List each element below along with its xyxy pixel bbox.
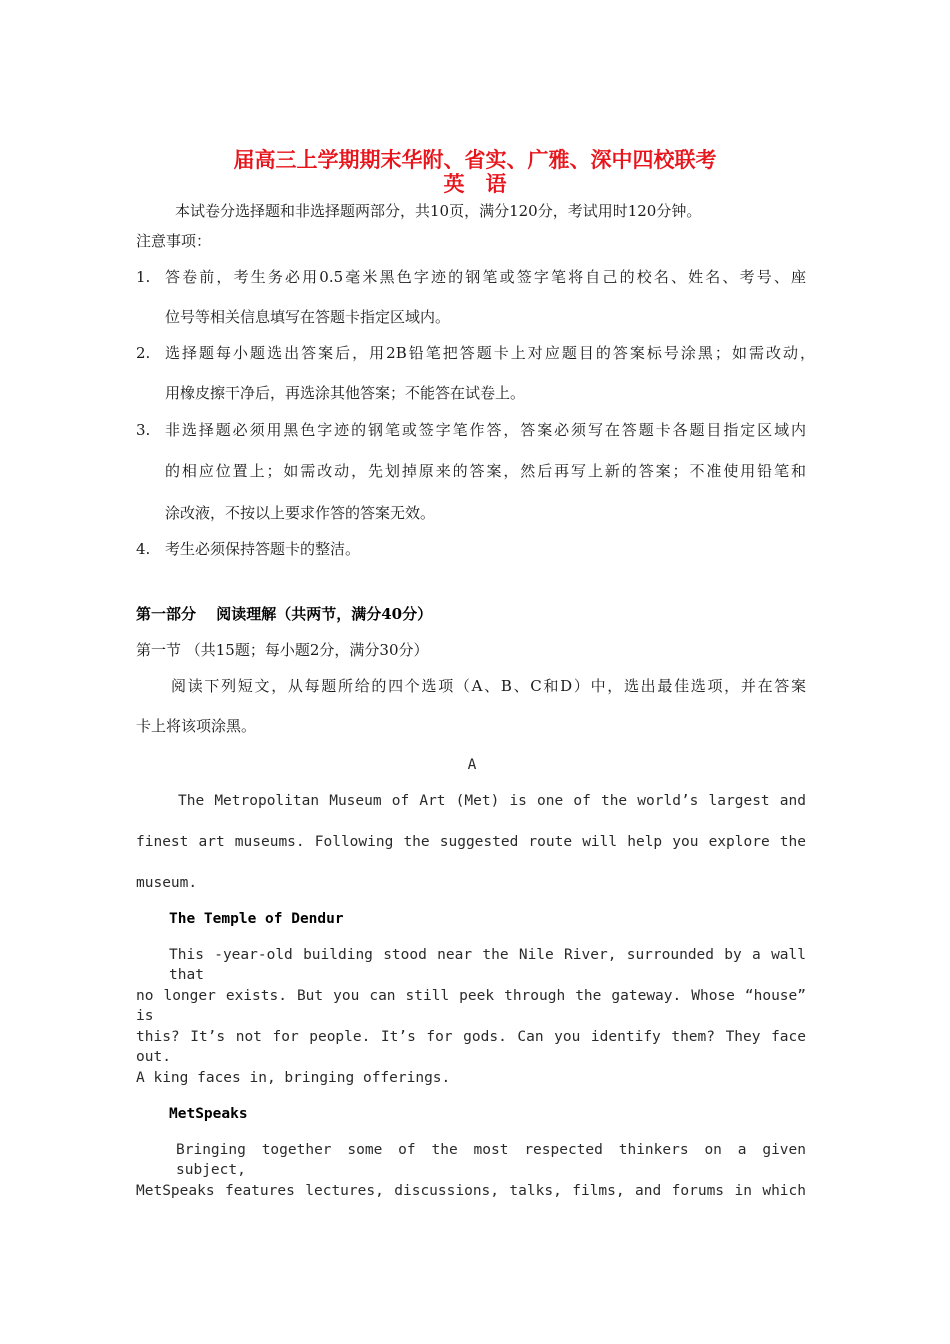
part-heading: 第一部分 阅读理解（共两节，满分40分）	[136, 605, 433, 623]
notice-item-line: 用橡皮擦干净后，再选涂其他答案；不能答在试卷上。	[165, 384, 526, 402]
instruction-line: 卡上将该项涂黑。	[136, 717, 257, 735]
subject-title: 英 语	[443, 172, 507, 196]
passage-line: A king faces in, bringing offerings.	[136, 1070, 451, 1086]
passage-line: This -year-old building stood near the Nile River, surrounded by a wall that	[169, 947, 806, 983]
notice-item-line: 位号等相关信息填写在答题卡指定区域内。	[165, 308, 451, 326]
passage-line: finest art museums. Following the suggested route will help you explore the	[136, 834, 806, 850]
passage-line: museum.	[136, 875, 198, 891]
passage-section-heading: MetSpeaks	[169, 1106, 248, 1122]
notice-item-line: 涂改液，不按以上要求作答的答案无效。	[165, 504, 436, 522]
passage-line: The Metropolitan Museum of Art (Met) is one of the world’s largest and	[178, 793, 806, 809]
instruction-line: 阅读下列短文，从每题所给的四个选项（A、B、C和D）中，选出最佳选项，并在答案	[171, 677, 806, 695]
exam-title: 届高三上学期期末华附、省实、广雅、深中四校联考	[233, 148, 717, 172]
notice-item-line: 答卷前，考生务必用0.5毫米黑色字迹的钢笔或签字笔将自己的校名、姓名、考号、座	[165, 268, 806, 286]
notice-item-line: 非选择题必须用黑色字迹的钢笔或签字笔作答，答案必须写在答题卡各题目指定区域内	[165, 421, 806, 439]
passage-line: no longer exists. But you can still peek through the gateway. Whose “house” is	[136, 988, 806, 1024]
notice-item-number: 3.	[136, 421, 151, 439]
notice-item-line: 选择题每小题选出答案后，用2B铅笔把答题卡上对应题目的答案标号涂黑；如需改动，	[165, 344, 815, 362]
notice-item-line: 的相应位置上；如需改动，先划掉原来的答案，然后再写上新的答案；不准使用铅笔和	[165, 462, 806, 480]
section-heading: 第一节 （共15题；每小题2分，满分30分）	[136, 641, 429, 659]
notice-item-number: 1.	[136, 268, 151, 286]
notice-item-line: 考生必须保持答题卡的整洁。	[165, 540, 361, 558]
passage-line: MetSpeaks features lectures, discussions, talks, films, and forums in which	[136, 1183, 806, 1199]
notice-item-number: 4.	[136, 540, 151, 558]
passage-section-heading: The Temple of Dendur	[169, 911, 344, 927]
passage-label: A	[467, 757, 477, 773]
notice-heading: 注意事项：	[136, 232, 212, 250]
exam-intro: 本试卷分选择题和非选择题两部分，共10页，满分120分，考试用时120分钟。	[175, 202, 702, 220]
passage-line: Bringing together some of the most respected thinkers on a given subject,	[176, 1142, 806, 1178]
notice-item-number: 2.	[136, 344, 151, 362]
passage-line: this? It’s not for people. It’s for gods. Can you identify them? They face out.	[136, 1029, 806, 1065]
